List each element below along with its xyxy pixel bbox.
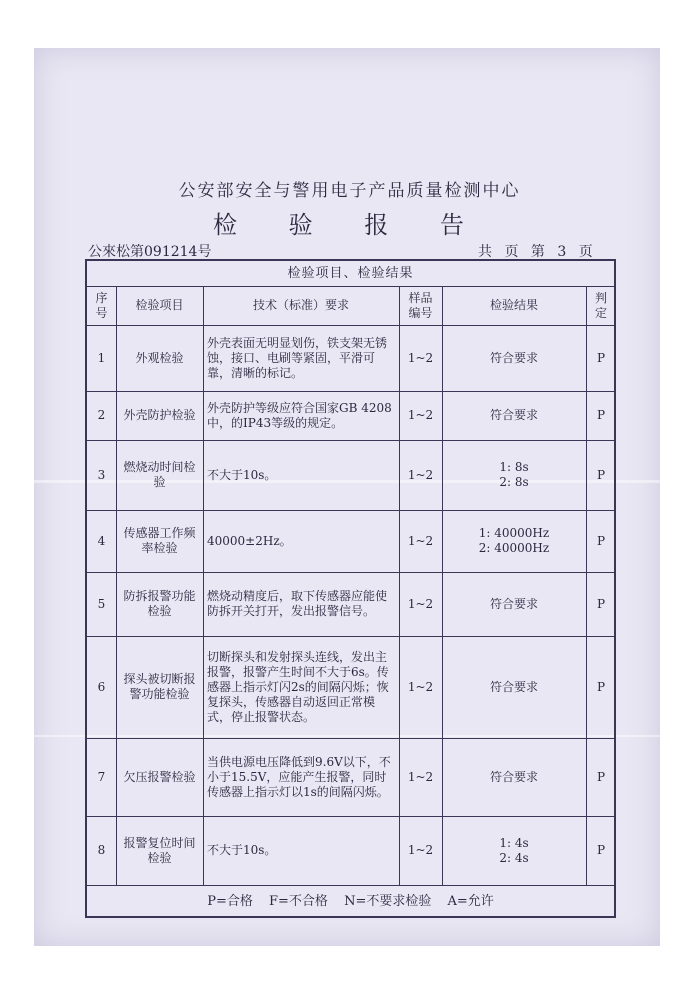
row-1-requirement: 外壳表面无明显划伤，铁支架无锈蚀，接口、电刷等紧固，平滑可靠，清晰的标记。: [207, 335, 388, 380]
row-7-requirement: 当供电源电压降低到9.6V以下，不小于15.5V，应能产生报警，同时传感器上指示灯以1s的间隔闪烁。: [207, 754, 391, 799]
row-3-requirement: 不大于10s。: [207, 467, 277, 482]
row-5-item: 防拆报警功能检验: [123, 589, 196, 618]
row-1-sample: 1~2: [407, 350, 434, 365]
row-4-item: 传感器工作频率检验: [123, 526, 196, 555]
row-3-sample: 1~2: [407, 467, 434, 482]
report-title: 检 验 报 告: [213, 211, 486, 239]
results-table: [85, 259, 616, 918]
row-6-sample: 1~2: [407, 679, 434, 694]
row-4-verdict: P: [596, 533, 606, 548]
row-4-sample: 1~2: [407, 533, 434, 548]
row-6-item: 探头被切断报警功能检验: [123, 672, 196, 701]
row-2-no: 2: [97, 408, 106, 422]
row-8-requirement: 不大于10s。: [207, 843, 277, 857]
row-5-verdict: P: [596, 596, 606, 611]
header-sample: 样品编号: [408, 290, 433, 320]
row-2-item: 外壳防护检验: [123, 408, 196, 422]
header-result: 检验结果: [489, 298, 538, 312]
page-info: 共 页 第 3 页: [478, 244, 597, 260]
row-8-result: 1: 4s 2: 4s: [499, 835, 529, 865]
row-5-result: 符合要求: [489, 596, 538, 611]
organization-name: 公安部安全与警用电子产品质量检测中心: [178, 181, 521, 201]
row-7-no: 7: [97, 769, 106, 784]
row-8-no: 8: [97, 843, 106, 857]
row-1-item: 外观检验: [135, 350, 184, 365]
row-4-no: 4: [97, 533, 106, 548]
header-verdict: 判定: [594, 290, 607, 320]
row-3-no: 3: [97, 467, 106, 482]
row-6-requirement: 切断探头和发射探头连线，发出主报警，报警产生时间不大于6s。传感器上指示灯闪2s的间隔闪烁；恢复探头，传感器自动返回正常模式，停止报警状态。: [207, 649, 389, 724]
row-5-no: 5: [97, 596, 106, 611]
row-1-verdict: P: [596, 350, 606, 365]
row-6-result: 符合要求: [489, 679, 538, 694]
table-caption: 检验项目、检验结果: [87, 261, 614, 287]
row-7-result: 符合要求: [489, 769, 538, 784]
header-item: 检验项目: [135, 298, 184, 312]
row-5-sample: 1~2: [407, 596, 434, 611]
row-7-verdict: P: [596, 769, 606, 784]
row-2-sample: 1~2: [407, 408, 434, 422]
document-number: 公來松第091214号: [88, 244, 212, 260]
row-8-sample: 1~2: [407, 843, 434, 857]
header-requirement: 技术（标准）要求: [252, 298, 349, 312]
row-4-requirement: 40000±2Hz。: [207, 533, 292, 548]
row-6-no: 6: [97, 679, 106, 694]
header-no: 序号: [95, 290, 108, 320]
row-7-item: 欠压报警检验: [123, 769, 196, 784]
row-3-item: 燃烧动时间检验: [123, 460, 196, 489]
row-2-requirement: 外壳防护等级应符合国家GB 4208中，的IP43等级的规定。: [207, 400, 392, 430]
row-3-result: 1: 8s 2: 8s: [499, 460, 529, 489]
row-4-result: 1: 40000Hz 2: 40000Hz: [478, 526, 550, 555]
row-2-result: 符合要求: [489, 408, 538, 422]
row-1-no: 1: [97, 350, 106, 365]
row-8-item: 报警复位时间检验: [123, 835, 196, 865]
row-3-verdict: P: [596, 467, 606, 482]
row-7-sample: 1~2: [407, 769, 434, 784]
row-6-verdict: P: [596, 679, 606, 694]
row-5-requirement: 燃烧动精度后，取下传感器应能使防拆开关打开，发出报警信号。: [207, 589, 388, 618]
verdict-legend: P=合格 F=不合格 N=不要求检验 A=允许: [207, 894, 494, 909]
row-1-result: 符合要求: [489, 350, 538, 365]
row-8-verdict: P: [596, 843, 606, 857]
row-2-verdict: P: [596, 408, 606, 422]
